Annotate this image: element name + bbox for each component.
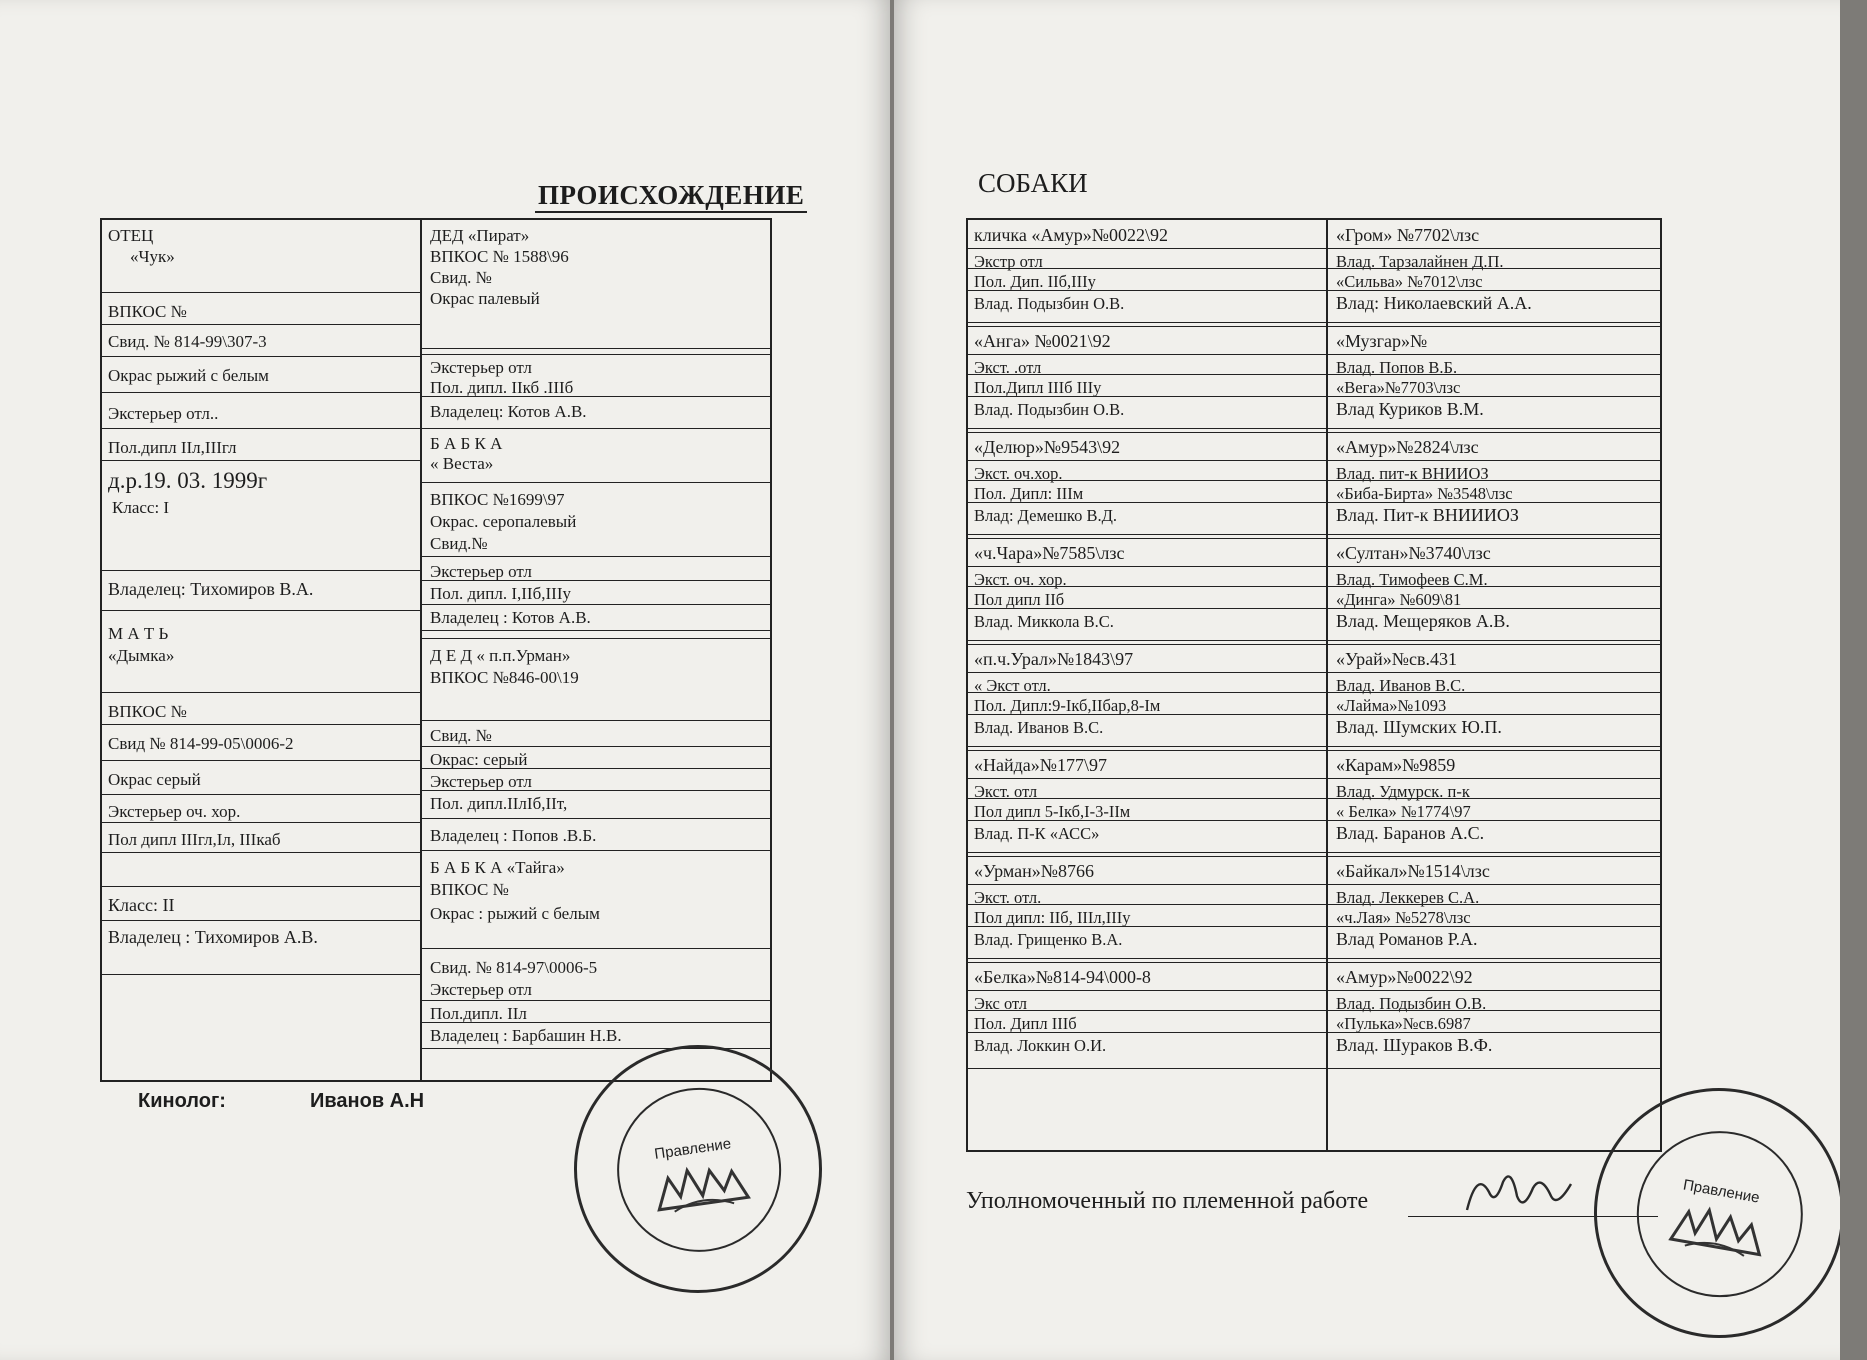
dog-cell-right: Влад. Шураков В.Ф. — [1336, 1035, 1493, 1055]
dog-cell-right: Влад: Николаевский А.А. — [1336, 293, 1532, 313]
grandmother1-line3: ВПКОС №1699\97 — [430, 490, 565, 509]
dog-cell-left: Влад. Подызбин О.В. — [974, 400, 1125, 419]
dog-cell-right: Влад. Тимофеев С.М. — [1336, 570, 1488, 589]
grandmother2-owner: Владелец : Барбашин Н.В. — [430, 1026, 622, 1045]
dog-cell-right: Влад. Удмурск. п-к — [1336, 782, 1470, 801]
handwritten-signature — [1459, 1162, 1579, 1222]
dog-cell-right: «Урай»№св.431 — [1336, 649, 1457, 669]
kinolog-label: Кинолог: — [138, 1090, 226, 1112]
dog-cell-right: «Султан»№3740\лзс — [1336, 543, 1491, 563]
grandmother2-exterior: Экстерьер отл — [430, 980, 532, 999]
dog-cell-right: «Пулька»№св.6987 — [1336, 1014, 1471, 1033]
father-exterior: Экстерьер отл.. — [108, 404, 219, 423]
grandfather2-okras: Окрас: серый — [430, 750, 528, 769]
father-vpkos: ВПКОС № — [108, 302, 187, 321]
grandfather2-exterior: Экстерьер отл — [430, 772, 532, 791]
left-page — [0, 0, 890, 1360]
mother-svid: Свид № 814-99-05\0006-2 — [108, 734, 294, 753]
father-svid: Свид. № 814-99\307-3 — [108, 332, 267, 351]
grandfather1-exterior: Экстерьер отл — [430, 358, 532, 377]
mother-okras: Окрас серый — [108, 770, 201, 789]
grandfather1-owner: Владелец: Котов А.В. — [430, 402, 587, 421]
grandmother1-exterior: Экстерьер отл — [430, 562, 532, 581]
dogs-table — [966, 218, 1662, 1152]
dogs-title: СОБАКИ — [978, 168, 1088, 198]
dog-cell-right: Влад. Мещеряков А.В. — [1336, 611, 1510, 631]
dog-cell-right: Влад. Шумских Ю.П. — [1336, 717, 1502, 737]
kinolog-name: Иванов А.Н — [310, 1090, 425, 1112]
father-dob: д.р.19. 03. 1999г — [108, 468, 268, 493]
pedigree-table — [100, 218, 772, 1082]
dog-cell-right: «Амур»№0022\92 — [1336, 967, 1473, 987]
grandfather1-line3: Свид. № — [430, 268, 492, 287]
father-dipl: Пол.дипл IIл,IIIгл — [108, 438, 237, 457]
stamp-label: Правление — [653, 1135, 733, 1163]
grandmother2-line1: Б А Б К А «Тайга» — [430, 858, 565, 877]
dog-cell-right: «Карам»№9859 — [1336, 755, 1456, 775]
dog-cell-left: Пол дипл: IIб, IIIл,IIIу — [974, 908, 1131, 927]
dog-cell-left: Влад. Грищенко В.А. — [974, 930, 1123, 949]
dog-cell-left: Влад. Иванов В.С. — [974, 718, 1104, 737]
dog-cell-right: «Байкал»№1514\лзс — [1336, 861, 1490, 881]
dog-cell-left: Пол дипл 5-Iкб,I-3-IIм — [974, 802, 1131, 821]
dog-cell-right: « Белка» №1774\97 — [1336, 802, 1471, 821]
dog-cell-right: Влад Куриков В.М. — [1336, 399, 1484, 419]
grandfather2-line2: ВПКОС №846-00\19 — [430, 668, 579, 687]
right-page — [894, 0, 1840, 1360]
dog-cell-left: Пол.Дипл IIIб IIIу — [974, 378, 1102, 397]
father-owner: Владелец: Тихомиров В.А. — [108, 579, 314, 599]
dog-cell-left: «Найда»№177\97 — [974, 755, 1107, 775]
dog-cell-left: Влад: Демешко В.Д. — [974, 506, 1117, 525]
dog-cell-right: Влад. Леккерев С.А. — [1336, 888, 1480, 907]
dog-cell-right: «Биба-Бирта» №3548\лзс — [1336, 484, 1513, 503]
grandmother1-dipl: Пол. дипл. I,IIб,IIIу — [430, 584, 571, 603]
mother-vpkos: ВПКОС № — [108, 702, 187, 721]
pedigree-title: ПРОИСХОЖДЕНИЕ — [535, 180, 807, 213]
dog-cell-right: «Лайма»№1093 — [1336, 696, 1447, 715]
dog-cell-left: Экст. отл — [974, 782, 1038, 801]
father-name: «Чук» — [130, 247, 175, 266]
dog-cell-right: Влад. Баранов А.С. — [1336, 823, 1485, 843]
grandmother2-line2: ВПКОС № — [430, 880, 509, 899]
grandmother2-dipl: Пол.дипл. IIл — [430, 1004, 527, 1023]
dog-cell-left: кличка «Амур»№0022\92 — [974, 225, 1168, 245]
mother-label: М А Т Ь — [108, 624, 169, 643]
dog-cell-left: Влад. П-К «АСС» — [974, 824, 1100, 843]
dog-cell-left: Пол. Дип. IIб,IIIу — [974, 272, 1096, 291]
dog-cell-right: «ч.Лая» №5278\лзс — [1336, 908, 1471, 927]
dog-cell-left: Экст. отл. — [974, 888, 1042, 907]
dog-cell-left: «ч.Чара»№7585\лзс — [974, 543, 1125, 563]
dog-cell-left: Пол дипл IIб — [974, 590, 1065, 609]
breeding-officer-label: Уполномоченный по племенной работе — [966, 1188, 1369, 1214]
dog-cell-left: Пол. Дипл IIIб — [974, 1014, 1077, 1033]
father-class: Класс: I — [112, 498, 170, 517]
grandfather2-owner: Владелец : Попов .В.Б. — [430, 826, 597, 845]
dog-cell-left: « Экст отл. — [974, 676, 1051, 695]
dog-cell-right: Влад. пит-к ВНИИОЗ — [1336, 464, 1489, 483]
grandmother1-line4: Окрас. серопалевый — [430, 512, 577, 531]
grandfather1-line1: ДЕД «Пират» — [430, 226, 530, 245]
dog-cell-right: Влад. Иванов В.С. — [1336, 676, 1466, 695]
dog-cell-right: «Вега»№7703\лзс — [1336, 378, 1461, 397]
dog-cell-right: «Музгар»№ — [1336, 331, 1428, 351]
stamp-label-right: Правление — [1681, 1176, 1761, 1207]
grandfather1-line4: Окрас палевый — [430, 289, 540, 308]
dog-cell-right: «Сильва» №7012\лзс — [1336, 272, 1483, 291]
mother-dipl: Пол дипл IIIгл,Iл, IIIкаб — [108, 830, 281, 849]
dog-cell-left: «Белка»№814-94\000-8 — [974, 967, 1151, 987]
grandmother1-line2: « Веста» — [430, 454, 494, 473]
dog-cell-right: Влад. Попов В.Б. — [1336, 358, 1458, 377]
dog-cell-left: Влад. Локкин О.И. — [974, 1036, 1107, 1055]
grandmother1-owner: Владелец : Котов А.В. — [430, 608, 591, 627]
dog-cell-right: Влад Романов Р.А. — [1336, 929, 1478, 949]
grandmother2-line3: Окрас : рыжий с белым — [430, 904, 600, 923]
grandfather2-dipl: Пол. дипл.IIлIб,IIт, — [430, 794, 568, 813]
dog-cell-left: Экст. .отл — [974, 358, 1042, 377]
dog-cell-left: Экст. оч.хор. — [974, 464, 1063, 483]
dog-cell-left: «Анга» №0021\92 — [974, 331, 1111, 351]
dog-cell-right: Влад. Подызбин О.В. — [1336, 994, 1487, 1013]
father-okras: Окрас рыжий с белым — [108, 366, 269, 385]
grandfather2-line1: Д Е Д « п.п.Урман» — [430, 646, 571, 665]
mother-owner: Владелец : Тихомиров А.В. — [108, 927, 318, 947]
dog-cell-left: Пол. Дипл:9-Iкб,IIбар,8-Iм — [974, 696, 1161, 715]
dog-cell-left: Влад. Миккола В.С. — [974, 612, 1114, 631]
grandfather2-svid: Свид. № — [430, 726, 492, 745]
mother-name: «Дымка» — [108, 646, 175, 665]
mother-class: Класс: II — [108, 895, 175, 915]
grandmother2-svid: Свид. № 814-97\0006-5 — [430, 958, 598, 977]
dog-cell-left: «Урман»№8766 — [974, 861, 1094, 881]
dog-cell-left: Экст. оч. хор. — [974, 570, 1067, 589]
dog-cell-right: «Динга» №609\81 — [1336, 590, 1462, 609]
grandmother1-line5: Свид.№ — [430, 534, 488, 553]
grandfather1-dipl: Пол. дипл. IIкб .IIIб — [430, 378, 574, 397]
father-label: ОТЕЦ — [108, 226, 154, 245]
mother-exterior: Экстерьер оч. хор. — [108, 802, 241, 821]
dog-cell-left: Влад. Подызбин О.В. — [974, 294, 1125, 313]
dog-cell-right: Влад. Пит-к ВНИИИОЗ — [1336, 505, 1519, 525]
dog-cell-left: Пол. Дипл: IIIм — [974, 484, 1084, 503]
grandfather1-line2: ВПКОС № 1588\96 — [430, 247, 569, 266]
dog-cell-right: «Гром» №7702\лзс — [1336, 225, 1480, 245]
dog-cell-left: «п.ч.Урал»№1843\97 — [974, 649, 1134, 669]
grandmother1-line1: Б А Б К А — [430, 434, 503, 453]
dog-cell-left: Экс отл — [974, 994, 1028, 1013]
dog-cell-right: Влад. Тарзалайнен Д.П. — [1336, 252, 1504, 271]
dog-cell-right: «Амур»№2824\лзс — [1336, 437, 1479, 457]
dog-cell-left: Экстр отл — [974, 252, 1043, 271]
dog-cell-left: «Делюр»№9543\92 — [974, 437, 1121, 457]
